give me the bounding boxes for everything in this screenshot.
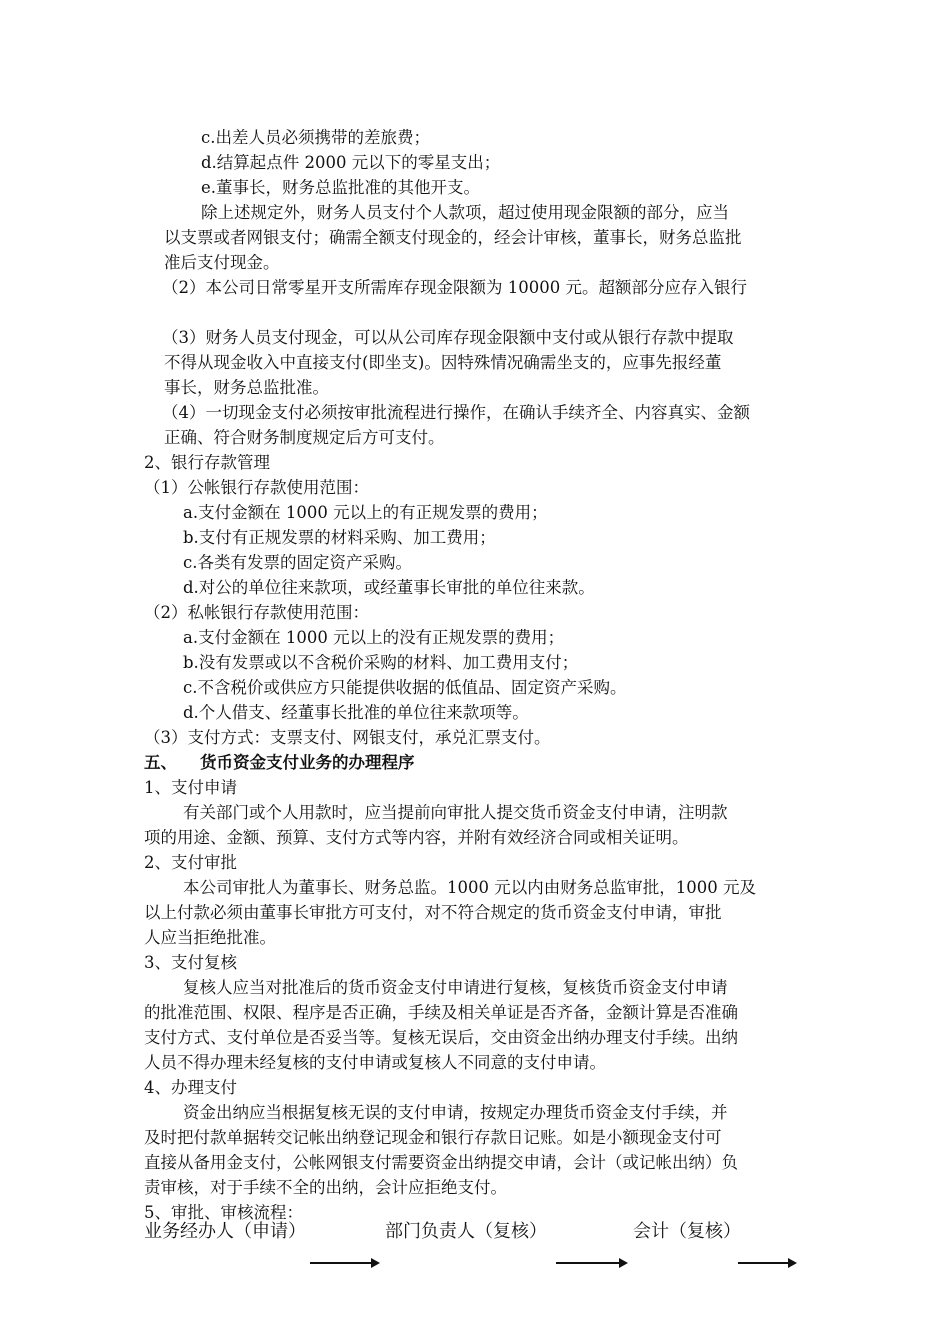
paragraph-line: 以支票或者网银支付；确需全额支付现金的，经会计审核，董事长，财务总监批 [164,228,742,247]
paragraph-line: 准后支付现金。 [164,253,280,272]
subsection-heading: （1）公帐银行存款使用范围： [144,478,369,497]
section-heading: 2、银行存款管理 [144,453,270,472]
paragraph-line: （4）一切现金支付必须按审批流程进行操作，在确认手续齐全、内容真实、金额 [162,403,750,422]
paragraph-line: 本公司审批人为董事长、财务总监。1000 元以内由财务总监审批，1000 元及 [183,878,756,897]
flow-arrow-3 [738,1262,789,1264]
list-item: d.对公的单位往来款项，或经董事长审批的单位往来款。 [183,578,595,597]
paragraph-line: 资金出纳应当根据复核无误的支付申请，按规定办理货币资金支付手续，并 [183,1103,728,1122]
list-item: c.各类有发票的固定资产采购。 [183,553,412,572]
paragraph-line: 复核人应当对批准后的货币资金支付申请进行复核，复核货币资金支付申请 [183,978,728,997]
paragraph-line: 事长，财务总监批准。 [164,378,329,397]
list-item: a.支付金额在 1000 元以上的没有正规发票的费用； [183,628,565,647]
list-item: c.出差人员必须携带的差旅费； [201,128,430,147]
paragraph-line: 及时把付款单据转交记帐出纳登记现金和银行存款日记账。如是小额现金支付可 [144,1128,722,1147]
list-item: d.个人借支、经董事长批准的单位往来款项等。 [183,703,529,722]
paragraph-line: 以上付款必须由董事长审批方可支付，对不符合规定的货币资金支付申请，审批 [144,903,722,922]
section-heading: 4、办理支付 [144,1078,237,1097]
flow-arrow-1 [310,1262,372,1264]
paragraph-line: （2）本公司日常零星开支所需库存现金限额为 10000 元。超额部分应存入银行 [162,278,747,297]
flow-arrow-2 [556,1262,620,1264]
list-item: c.不含税价或供应方只能提供收据的低值品、固定资产采购。 [183,678,627,697]
paragraph-line: 人应当拒绝批准。 [144,928,276,947]
paragraph-line: 支付方式、支付单位是否妥当等。复核无误后，交由资金出纳办理支付手续。出纳 [144,1028,738,1047]
paragraph-line: 有关部门或个人用款时，应当提前向审批人提交货币资金支付申请，注明款 [183,803,728,822]
subsection-heading: （2）私帐银行存款使用范围： [144,603,369,622]
chapter-heading: 五、 货币资金支付业务的办理程序 [144,753,415,772]
paragraph-line: 除上述规定外，财务人员支付个人款项，超过使用现金限额的部分，应当 [201,203,729,222]
list-item: b.没有发票或以不含税价采购的材料、加工费用支付； [183,653,579,672]
paragraph-line: 责审核，对于手续不全的出纳，会计应拒绝支付。 [144,1178,507,1197]
paragraph-line: 的批准范围、权限、程序是否正确，手续及相关单证是否齐备，金额计算是否准确 [144,1003,738,1022]
flow-step-applicant: 业务经办人（申请） [144,1221,306,1242]
paragraph-line: 人员不得办理未经复核的支付申请或复核人不同意的支付申请。 [144,1053,606,1072]
flow-step-dept-head: 部门负责人（复核） [385,1221,547,1242]
list-item: a.支付金额在 1000 元以上的有正规发票的费用； [183,503,548,522]
flow-step-accountant: 会计（复核） [633,1221,741,1242]
paragraph-line: 项的用途、金额、预算、支付方式等内容，并附有效经济合同或相关证明。 [144,828,689,847]
section-heading: 1、支付申请 [144,778,237,797]
list-item: d.结算起点件 2000 元以下的零星支出； [201,153,501,172]
list-item: b.支付有正规发票的材料采购、加工费用； [183,528,496,547]
subsection-heading: （3）支付方式：支票支付、网银支付，承兑汇票支付。 [144,728,551,747]
paragraph-line: 直接从备用金支付，公帐网银支付需要资金出纳提交申请，会计（或记帐出纳）负 [144,1153,738,1172]
list-item: e.董事长，财务总监批准的其他开支。 [201,178,481,197]
section-heading: 2、支付审批 [144,853,237,872]
section-heading: 3、支付复核 [144,953,237,972]
paragraph-line: 不得从现金收入中直接支付(即坐支)。因特殊情况确需坐支的，应事先报经董 [164,353,722,372]
paragraph-line: 正确、符合财务制度规定后方可支付。 [164,428,445,447]
paragraph-line: （3）财务人员支付现金，可以从公司库存现金限额中支付或从银行存款中提取 [162,328,734,347]
section-heading: 5、审批、审核流程： [144,1203,303,1222]
